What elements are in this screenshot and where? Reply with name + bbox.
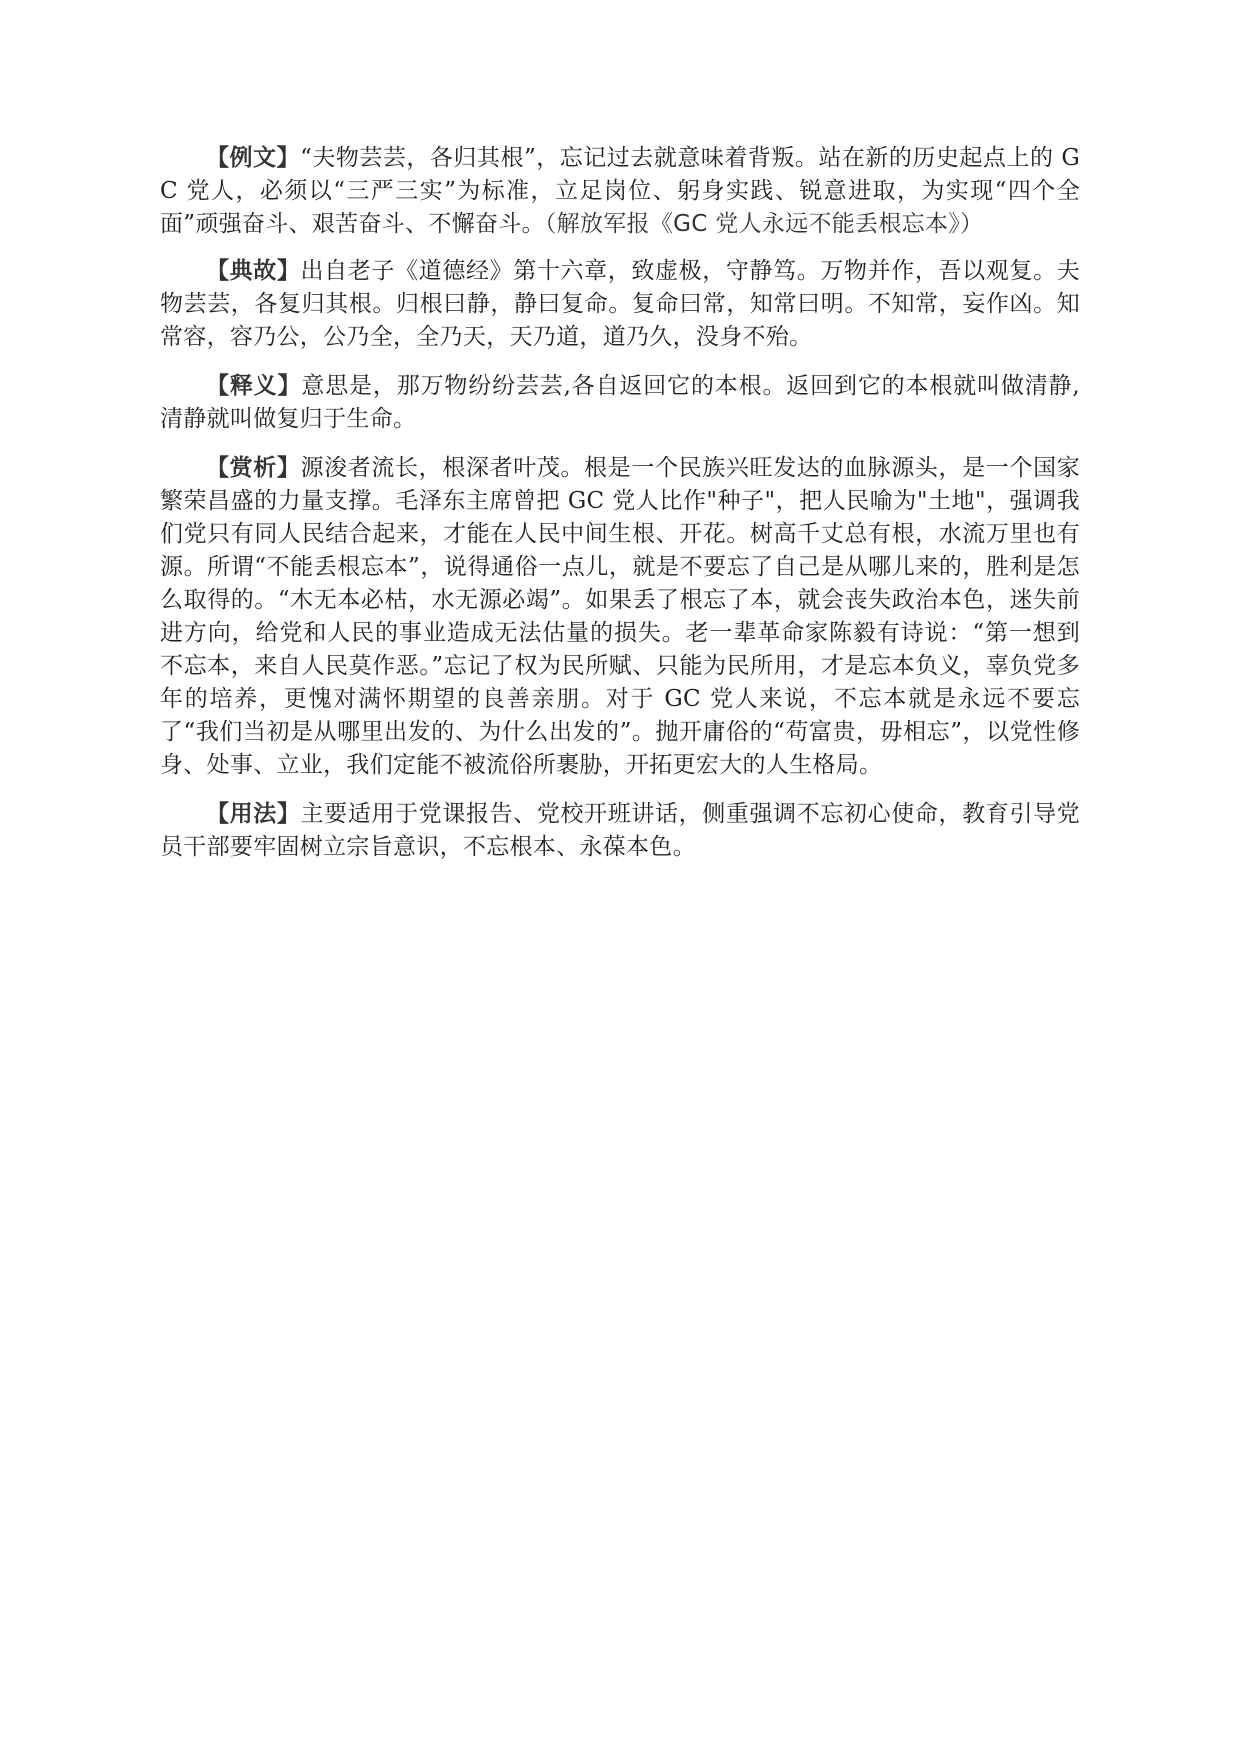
meaning-label: 【释义】 xyxy=(206,373,302,399)
usage-paragraph xyxy=(160,798,1080,864)
document-body xyxy=(160,145,1081,864)
example-source: （解放军报《GC 党人永远不能丢根忘本》） xyxy=(544,211,984,237)
meaning-paragraph xyxy=(160,370,1080,436)
analysis-paragraph xyxy=(160,452,1080,782)
usage-label: 【用法】 xyxy=(206,801,301,827)
analysis-text: 源浚者流长，根深者叶茂。根是一个民族兴旺发达的血脉源头，是一个国家繁荣昌盛的力量支撑。毛泽东主席曾把 GC 党人比作"种子"，把人民喻为"土地"，强调我们党只有同人民结合起来，才能在人民中间生根、开花。树高千丈总有根，水流万里也有源。所谓“不能丢根忘本”，说得通俗一点儿，就是不要忘了自己是从哪儿来的，胜利是怎么取得的。“木无本必枯，水无源必竭”。如果丢了根忘了本，就会丧失政治本色，迷失前进方向，给党和人民的事业造成无法估量的损失。老一辈革命家陈毅有诗说：“第一想到不忘本，来自人民莫作恶。”忘记了权为民所赋、只能为民所用，才是忘本负义，辜负党多年的培养，更愧对满怀期望的良善亲朋。对于 GC 党人来说，不忘本就是永远不要忘了“我们当初是从哪里出发的、为什么出发的”。抛开庸俗的“苟富贵，毋相忘”，以党性修身、处事、立业，我们定能不被流俗所裹胁，开拓更宏大的人生格局。 xyxy=(160,455,1081,778)
example-paragraph xyxy=(160,142,1080,241)
analysis-label: 【赏析】 xyxy=(206,455,301,481)
origin-paragraph xyxy=(160,255,1080,354)
usage-text: 主要适用于党课报告、党校开班讲话，侧重强调不忘初心使命，教育引导党员干部要牢固树立宗旨意识，不忘根本、永葆本色。 xyxy=(160,801,1081,860)
origin-label: 【典故】 xyxy=(206,258,301,284)
example-text: “夫物芸芸，各归其根”，忘记过去就意味着背叛。站在新的历史起点上的 GC 党人，必须以“三严三实”为标准，立足岗位、躬身实践、锐意进取，为实现“四个全面”顽强奋斗、艰苦奋斗、不懈奋斗。 xyxy=(160,145,1081,237)
origin-text: 出自老子《道德经》第十六章，致虚极，守静笃。万物并作，吾以观复。夫物芸芸，各复归其根。归根曰静，静曰复命。复命曰常，知常曰明。不知常，妄作凶。知常容，容乃公，公乃全，全乃天，天乃道，道乃久，没身不殆。 xyxy=(160,258,1081,350)
example-label: 【例文】 xyxy=(206,145,301,171)
meaning-text: 意思是，那万物纷纷芸芸,各自返回它的本根。返回到它的本根就叫做清静,清静就叫做复归于生命。 xyxy=(160,373,1080,432)
